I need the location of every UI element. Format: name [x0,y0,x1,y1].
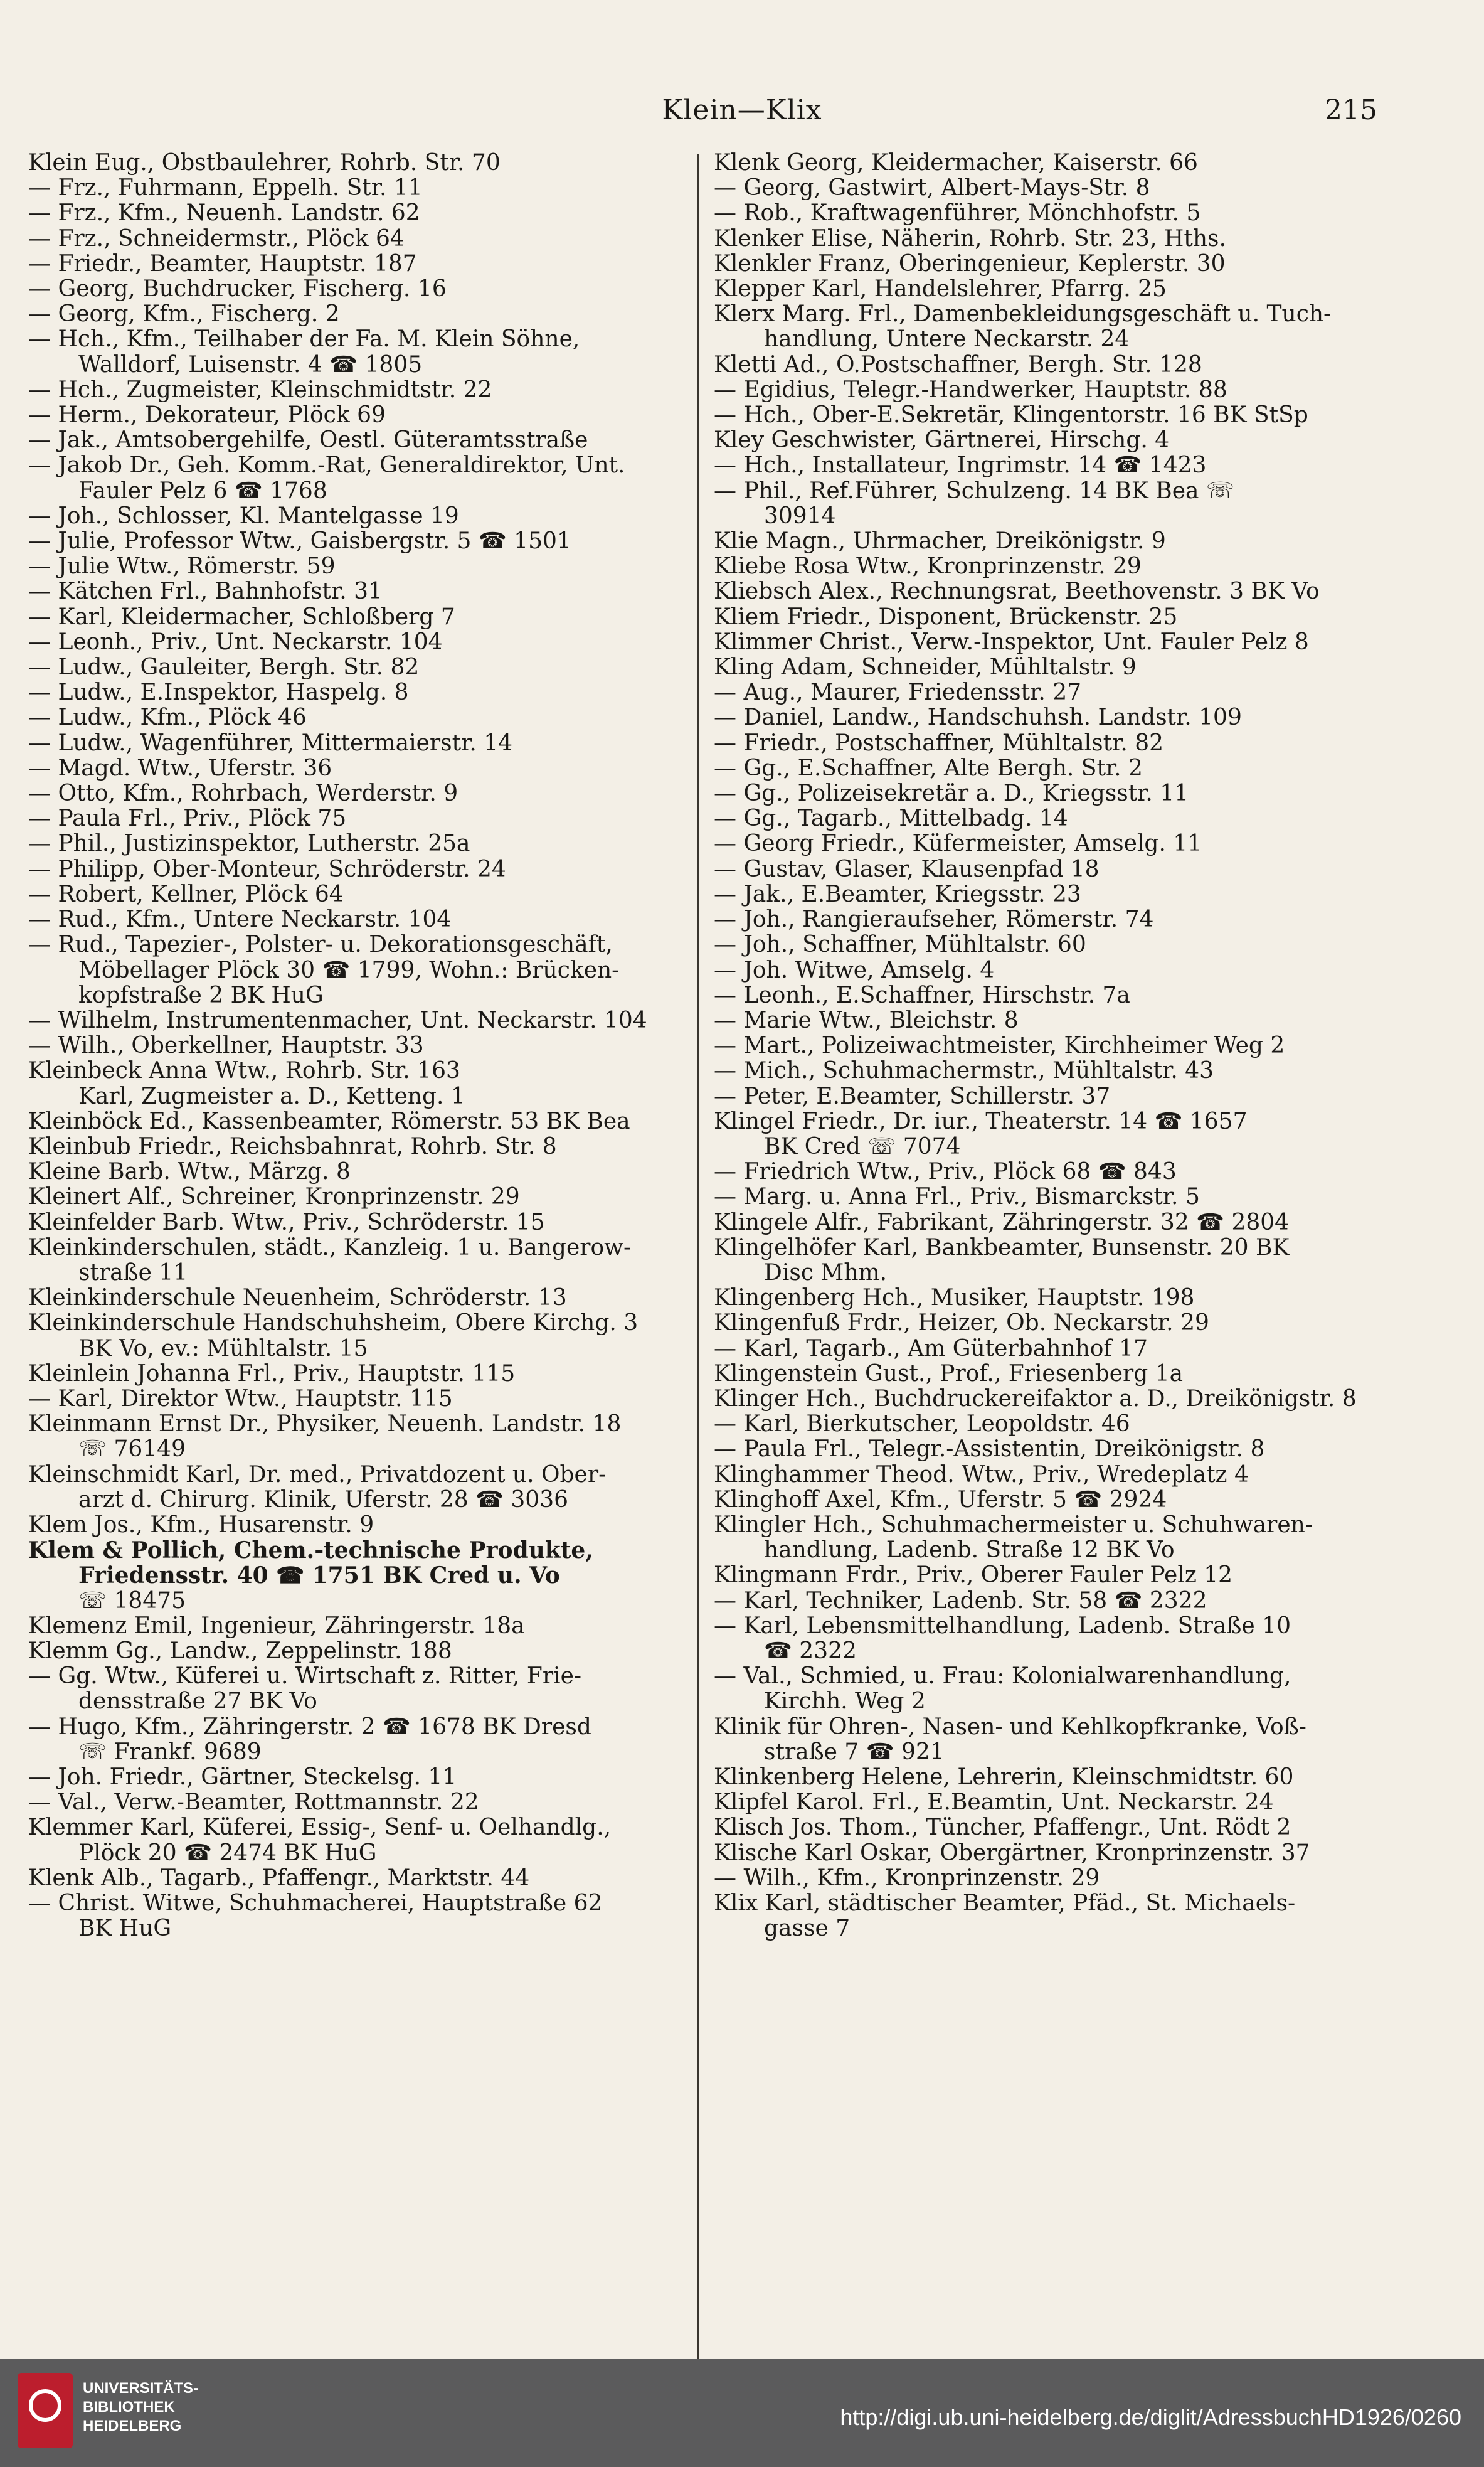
directory-entry-line: — Gg. Wtw., Küferei u. Wirtschaft z. Ritter, Frie- [28,1664,582,1690]
directory-entry-line: — Paula Frl., Priv., Plöck 75 [28,806,347,832]
directory-entry-line: — Rud., Kfm., Untere Neckarstr. 104 [28,907,452,933]
directory-entry-line: kopfstraße 2 BK HuG [78,983,324,1008]
directory-entry-line: — Joh., Rangieraufseher, Römerstr. 74 [714,907,1154,933]
directory-entry-line: Klisch Jos. Thom., Tüncher, Pfaffengr., Unt. Rödt 2 [714,1815,1291,1841]
directory-entry-line: — Val., Schmied, u. Frau: Kolonialwarenhandlung, [714,1664,1291,1690]
right-column [714,151,1372,1941]
directory-entry-line: — Joh. Friedr., Gärtner, Steckelsg. 11 [28,1765,457,1790]
library-name-line: HEIDELBERG [83,2417,182,2434]
directory-entry-line: Friedensstr. 40 ☎ 1751 BK Cred u. Vo [78,1563,560,1589]
directory-entry-line: — Frz., Kfm., Neuenh. Landstr. 62 [28,201,420,226]
left-column [28,151,687,1941]
directory-entry-line: — Wilh., Kfm., Kronprinzenstr. 29 [714,1865,1100,1891]
directory-entry-line: Klipfel Karol. Frl., E.Beamtin, Unt. Neckarstr. 24 [714,1790,1274,1816]
column-divider [697,154,699,2362]
directory-entry-line: Klingel Friedr., Dr. iur., Theaterstr. 14 ☎ 1657 [714,1109,1248,1134]
directory-entry-line: Walldorf, Luisenstr. 4 ☎ 1805 [78,352,423,378]
page-number: 215 [1325,94,1377,126]
directory-entry-line: Klem Jos., Kfm., Husarenstr. 9 [28,1512,374,1538]
logo-circle-icon [29,2389,61,2422]
directory-entry-line: — Georg Friedr., Küfermeister, Amselg. 11 [714,831,1202,857]
directory-entry-line: Klemenz Emil, Ingenieur, Zähringerstr. 18a [28,1613,525,1639]
directory-entry-line: ☏ 76149 [78,1437,186,1463]
directory-entry-line: Klingenfuß Frdr., Heizer, Ob. Neckarstr. 29 [714,1311,1209,1336]
directory-entry-line: — Rud., Tapezier-, Polster- u. Dekorationsgeschäft, [28,932,613,958]
directory-entry-line: gasse 7 [764,1916,851,1942]
directory-entry-line: Kleinert Alf., Schreiner, Kronprinzenstr. 29 [28,1185,520,1210]
directory-entry-line: Kliem Friedr., Disponent, Brückenstr. 25 [714,604,1178,630]
directory-entry-line: — Paula Frl., Telegr.-Assistentin, Dreikönigstr. 8 [714,1437,1265,1463]
directory-entry-line: Klepper Karl, Handelslehrer, Pfarrg. 25 [714,277,1167,302]
directory-entry-line: — Magd. Wtw., Uferstr. 36 [28,755,332,781]
directory-entry-line: — Gg., Tagarb., Mittelbadg. 14 [714,806,1068,832]
directory-entry-line: — Phil., Justizinspektor, Lutherstr. 25a [28,831,470,857]
directory-entry-line: Kleinböck Ed., Kassenbeamter, Römerstr. 53 BK Bea [28,1109,630,1134]
directory-entry-line: Klinger Hch., Buchdruckereifaktor a. D., Dreikönigstr. 8 [714,1386,1357,1412]
directory-entry-line: — Kätchen Frl., Bahnhofstr. 31 [28,579,383,605]
directory-entry-line: handlung, Untere Neckarstr. 24 [764,327,1130,353]
directory-entry-line: — Peter, E.Beamter, Schillerstr. 37 [714,1084,1111,1109]
directory-entry-line: — Otto, Kfm., Rohrbach, Werderstr. 9 [28,781,458,807]
directory-entry-line: — Ludw., Gauleiter, Bergh. Str. 82 [28,655,420,681]
directory-entry-line: Kling Adam, Schneider, Mühltalstr. 9 [714,655,1137,681]
directory-entry-line: — Marie Wtw., Bleichstr. 8 [714,1008,1019,1033]
directory-entry-line: Disc Mhm. [764,1260,888,1286]
directory-entry-line: Klinik für Ohren-, Nasen- und Kehlkopfkranke, Voß- [714,1714,1306,1740]
directory-entry-line: — Georg, Buchdrucker, Fischerg. 16 [28,277,447,302]
directory-entry-line: — Phil., Ref.Führer, Schulzeng. 14 BK Bea ☏ [714,478,1234,504]
directory-entry-line: — Karl, Tagarb., Am Güterbahnhof 17 [714,1336,1148,1361]
directory-entry-line: Klenkler Franz, Oberingenieur, Keplerstr. 30 [714,251,1226,277]
directory-entry-line: Klenk Georg, Kleidermacher, Kaiserstr. 66 [714,151,1198,176]
directory-entry-line: Kletti Ad., O.Postschaffner, Bergh. Str. 128 [714,352,1202,378]
directory-entry-line: straße 11 [78,1260,188,1286]
directory-entry-line: Klingenstein Gust., Prof., Friesenberg 1a [714,1361,1184,1387]
directory-entry-line: ☏ Frankf. 9689 [78,1739,262,1765]
directory-entry-line: — Jak., E.Beamter, Kriegsstr. 23 [714,882,1081,907]
directory-entry-line: — Hch., Kfm., Teilhaber der Fa. M. Klein Söhne, [28,327,580,353]
directory-entry-line: — Joh. Witwe, Amselg. 4 [714,957,995,983]
directory-entry-line: — Gustav, Glaser, Klausenpfad 18 [714,856,1100,882]
directory-entry-line: Klische Karl Oskar, Obergärtner, Kronprinzenstr. 37 [714,1840,1310,1866]
directory-entry-line: — Friedr., Beamter, Hauptstr. 187 [28,251,417,277]
directory-entry-line: — Ludw., Kfm., Plöck 46 [28,705,307,731]
directory-entry-line: Klingenberg Hch., Musiker, Hauptstr. 198 [714,1286,1195,1311]
directory-entry-line: Klingele Alfr., Fabrikant, Zähringerstr. 32 ☎ 2804 [714,1210,1290,1235]
directory-entry-line: — Karl, Bierkutscher, Leopoldstr. 46 [714,1412,1130,1437]
directory-entry-line: Kley Geschwister, Gärtnerei, Hirschg. 4 [714,428,1170,454]
directory-entry-line: — Karl, Techniker, Ladenb. Str. 58 ☎ 2322 [714,1588,1207,1614]
directory-entry-line: — Friedr., Postschaffner, Mühltalstr. 82 [714,730,1164,756]
directory-entry-line: Klingler Hch., Schuhmachermeister u. Schuhwaren- [714,1512,1313,1538]
directory-entry-line: Kliebsch Alex., Rechnungsrat, Beethovenstr. 3 BK Vo [714,579,1320,605]
directory-entry-line: Kliebe Rosa Wtw., Kronprinzenstr. 29 [714,554,1142,580]
directory-entry-line: — Marg. u. Anna Frl., Priv., Bismarckstr. 5 [714,1185,1200,1210]
directory-entry-line: Klimmer Christ., Verw.-Inspektor, Unt. Fauler Pelz 8 [714,629,1309,655]
directory-entry-line: Kleinbeck Anna Wtw., Rohrb. Str. 163 [28,1058,460,1084]
directory-entry-line: — Karl, Kleidermacher, Schloßberg 7 [28,604,455,630]
directory-entry-line: Kleinkinderschule Handschuhsheim, Obere Kirchg. 3 [28,1311,639,1336]
directory-entry-line: Kleine Barb. Wtw., Märzg. 8 [28,1159,351,1185]
directory-entry-line: — Jakob Dr., Geh. Komm.-Rat, Generaldirektor, Unt. [28,453,625,479]
directory-entry-line: — Daniel, Landw., Handschuhsh. Landstr. 109 [714,705,1242,731]
directory-entry-line: BK Vo, ev.: Mühltalstr. 15 [78,1336,368,1361]
directory-entry-line: Klinkenberg Helene, Lehrerin, Kleinschmidtstr. 60 [714,1765,1294,1790]
directory-entry-line: — Julie, Professor Wtw., Gaisbergstr. 5 ☎ 1501 [28,529,571,555]
directory-entry-line: Kleinlein Johanna Frl., Priv., Hauptstr. 115 [28,1361,516,1387]
directory-entry-line: Möbellager Plöck 30 ☎ 1799, Wohn.: Brücken- [78,957,620,983]
directory-entry-line: — Val., Verw.-Beamter, Rottmannstr. 22 [28,1790,479,1816]
directory-entry-line: densstraße 27 BK Vo [78,1689,317,1715]
directory-entry-line: — Robert, Kellner, Plöck 64 [28,882,344,907]
directory-entry-line: — Julie Wtw., Römerstr. 59 [28,554,336,580]
directory-entry-line: — Wilhelm, Instrumentenmacher, Unt. Neckarstr. 104 [28,1008,647,1033]
page-header-title: Klein—Klix [662,94,822,126]
directory-entry-line: Klein Eug., Obstbaulehrer, Rohrb. Str. 70 [28,151,501,176]
directory-entry-line: — Joh., Schlosser, Kl. Mantelgasse 19 [28,503,459,529]
directory-entry-line: — Karl, Lebensmittelhandlung, Ladenb. Straße 10 [714,1613,1291,1639]
directory-entry-line: Kleinkinderschule Neuenheim, Schröderstr. 13 [28,1286,567,1311]
directory-entry-line: — Philipp, Ober-Monteur, Schröderstr. 24 [28,856,506,882]
directory-entry-line: — Friedrich Wtw., Priv., Plöck 68 ☎ 843 [714,1159,1177,1185]
directory-entry-line: — Frz., Fuhrmann, Eppelh. Str. 11 [28,176,423,201]
directory-entry-line: Kirchh. Weg 2 [764,1689,926,1715]
directory-entry-line: — Hch., Ober-E.Sekretär, Klingentorstr. 16 BK StSp [714,403,1308,429]
directory-entry-line: Klemmer Karl, Küferei, Essig-, Senf- u. Oelhandlg., [28,1815,612,1841]
library-name-line: BIBLIOTHEK [83,2399,175,2416]
directory-entry-line: — Ludw., E.Inspektor, Haspelg. 8 [28,680,409,706]
directory-entry-line: Kleinmann Ernst Dr., Physiker, Neuenh. Landstr. 18 [28,1412,622,1437]
directory-entry-line: — Wilh., Oberkellner, Hauptstr. 33 [28,1033,424,1059]
directory-entry-line: — Aug., Maurer, Friedensstr. 27 [714,680,1082,706]
directory-entry-line: arzt d. Chirurg. Klinik, Uferstr. 28 ☎ 3036 [78,1487,568,1513]
directory-entry-line: — Georg, Kfm., Fischerg. 2 [28,302,340,328]
directory-entry-line: handlung, Ladenb. Straße 12 BK Vo [764,1538,1175,1564]
directory-entry-line: Klingelhöfer Karl, Bankbeamter, Bunsenstr. 20 BK [714,1235,1290,1260]
directory-entry-line: Klie Magn., Uhrmacher, Dreikönigstr. 9 [714,529,1166,555]
directory-entry-line: Klix Karl, städtischer Beamter, Pfäd., St. Michaels- [714,1891,1296,1917]
directory-entry-line: — Karl, Direktor Wtw., Hauptstr. 115 [28,1386,453,1412]
directory-entry-line: — Hch., Zugmeister, Kleinschmidtstr. 22 [28,377,492,403]
directory-entry-line: Kleinkinderschulen, städt., Kanzleig. 1 u. Bangerow- [28,1235,632,1260]
directory-entry-line: Klingmann Frdr., Priv., Oberer Fauler Pelz 12 [714,1563,1233,1589]
directory-entry-line: Klinghammer Theod. Wtw., Priv., Wredeplatz 4 [714,1462,1249,1488]
directory-entry-line: Kleinfelder Barb. Wtw., Priv., Schröderstr. 15 [28,1210,545,1235]
directory-entry-line: BK Cred ☏ 7074 [764,1134,961,1159]
directory-entry-line: — Mich., Schuhmachermstr., Mühltalstr. 43 [714,1058,1214,1084]
directory-entry-line: — Christ. Witwe, Schuhmacherei, Hauptstraße 62 [28,1891,603,1917]
directory-entry-line: Klenker Elise, Näherin, Rohrb. Str. 23, Hths. [714,226,1226,252]
directory-entry-line: — Hugo, Kfm., Zähringerstr. 2 ☎ 1678 BK Dresd [28,1714,591,1740]
directory-entry-line: — Herm., Dekorateur, Plöck 69 [28,403,386,429]
directory-entry-line: — Rob., Kraftwagenführer, Mönchhofstr. 5 [714,201,1201,226]
directory-entry-line: — Georg, Gastwirt, Albert-Mays-Str. 8 [714,176,1150,201]
directory-entry-line: — Leonh., E.Schaffner, Hirschstr. 7a [714,983,1130,1008]
directory-entry-line: — Frz., Schneidermstr., Plöck 64 [28,226,405,252]
directory-entry-line: BK HuG [78,1916,172,1942]
directory-entry-line: Fauler Pelz 6 ☎ 1768 [78,478,327,504]
directory-entry-line: Klemm Gg., Landw., Zeppelinstr. 188 [28,1638,452,1664]
directory-entry-line: Karl, Zugmeister a. D., Ketteng. 1 [78,1084,465,1109]
directory-entry-line: Kleinschmidt Karl, Dr. med., Privatdozent u. Ober- [28,1462,607,1488]
library-logo-icon [18,2373,73,2448]
directory-entry-line: Klem & Pollich, Chem.-technische Produkte, [28,1538,593,1564]
directory-entry-line: Plöck 20 ☎ 2474 BK HuG [78,1840,377,1866]
directory-entry-line: 30914 [764,503,836,529]
directory-entry-line: — Gg., E.Schaffner, Alte Bergh. Str. 2 [714,755,1143,781]
directory-entry-line: Klerx Marg. Frl., Damenbekleidungsgeschäft u. Tuch- [714,302,1332,328]
directory-entry-line: — Hch., Installateur, Ingrimstr. 14 ☎ 1423 [714,453,1207,479]
directory-entry-line: — Egidius, Telegr.-Handwerker, Hauptstr. 88 [714,377,1227,403]
library-name-line: UNIVERSITÄTS- [83,2380,199,2397]
directory-entry-line: Kleinbub Friedr., Reichsbahnrat, Rohrb. Str. 8 [28,1134,557,1159]
directory-entry-line: — Leonh., Priv., Unt. Neckarstr. 104 [28,629,443,655]
directory-entry-line: ☏ 18475 [78,1588,186,1614]
directory-entry-line: straße 7 ☎ 921 [764,1739,945,1765]
library-name [83,2379,198,2436]
directory-entry-line: — Ludw., Wagenführer, Mittermaierstr. 14 [28,730,513,756]
directory-entry-line: — Jak., Amtsobergehilfe, Oestl. Güteramtsstraße [28,428,588,454]
directory-entry-line: Klinghoff Axel, Kfm., Uferstr. 5 ☎ 2924 [714,1487,1167,1513]
directory-entry-line: ☎ 2322 [764,1638,857,1664]
directory-entry-line: — Mart., Polizeiwachtmeister, Kirchheimer Weg 2 [714,1033,1285,1059]
directory-entry-line: — Joh., Schaffner, Mühltalstr. 60 [714,932,1086,958]
directory-entry-line: — Gg., Polizeisekretär a. D., Kriegsstr. 11 [714,781,1189,807]
source-url-link[interactable]: http://digi.ub.uni-heidelberg.de/diglit/AdressbuchHD1926/0260 [840,2404,1461,2430]
directory-entry-line: Klenk Alb., Tagarb., Pfaffengr., Marktstr. 44 [28,1865,530,1891]
